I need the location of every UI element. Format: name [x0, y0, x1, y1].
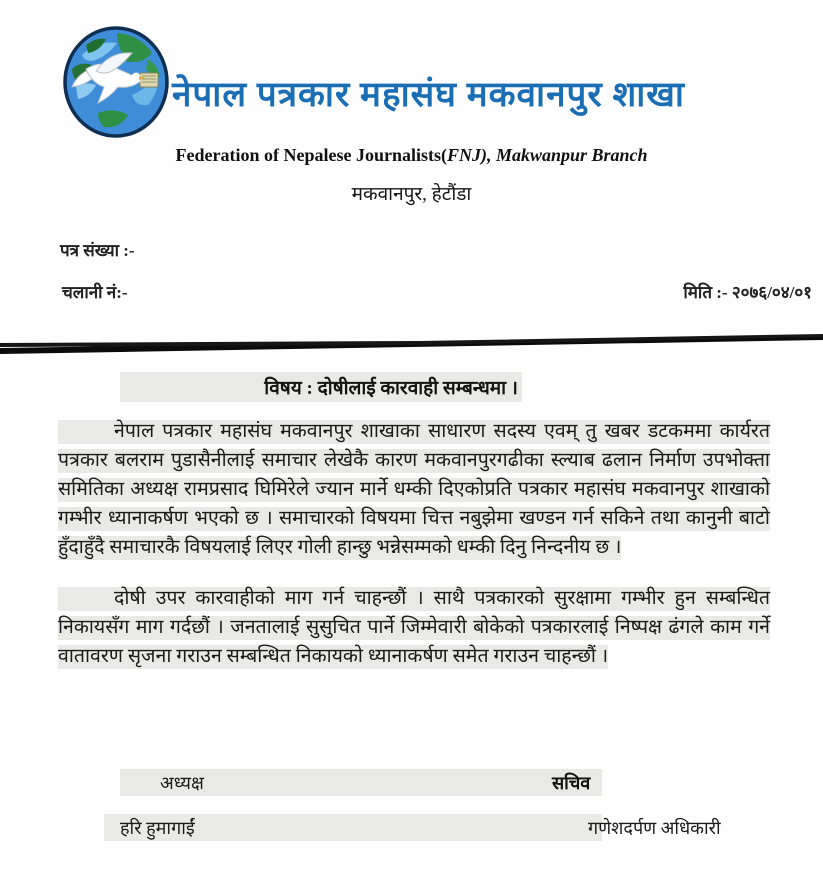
- org-subtitle-english-plain: Federation of Nepalese Journalists(: [175, 145, 447, 165]
- divider-rule: [0, 328, 823, 358]
- body-paragraph-2: [58, 584, 770, 671]
- subject-line: विषय : दोषीलाई कारवाही सम्बन्धमा ।: [120, 372, 522, 402]
- signature-left-name: हरि हुमागाईं: [120, 817, 195, 838]
- body-paragraph-1-text: नेपाल पत्रकार महासंघ मकवानपुर शाखाका साधारण सदस्य एवम् तु खबर डटकममा कार्यरत पत्रकार बलराम पुडासैनीलाई समाचार लेखेकै कारण मकवानपुरगढीका स्ल्याब ढलान निर्माण उपभोक्ता समितिका अध्यक्ष रामप्रसाद घिमिरेले ज्यान मार्ने धम्की दिएकोप्रति पत्रकार महासंघ मकवानपुर शाखाको गम्भीर ध्यानाकर्षण भएको छ । समाचारको विषयमा चित्त नबुझेमा खण्डन गर्न सकिने तथा कानुनी बाटो हुँदाहुँदै समाचारकै विषयलाई लिएर गोली हान्छु भन्नेसम्मको धम्की दिनु निन्दनीय छ ।: [58, 421, 770, 558]
- signature-right-title: सचिव: [552, 773, 591, 793]
- meta-row: [62, 280, 812, 303]
- date-line: [683, 280, 812, 303]
- dispatch-number-label: चलानी नं:-: [62, 283, 128, 302]
- letter-number-label: पत्र संख्या :-: [60, 241, 135, 260]
- globe-dove-logo-icon: [62, 25, 170, 139]
- signature-left-title: अध्यक्ष: [160, 772, 204, 793]
- date-label: मिति :-: [683, 283, 732, 302]
- date-value: २०७६/०४/०१: [731, 283, 812, 302]
- org-location: मकवानपुर, हेटौंडा: [351, 184, 472, 205]
- body-paragraph-2-text: दोषी उपर कारवाहीको माग गर्न चाहन्छौं । साथै पत्रकारको सुरक्षामा गम्भीर हुन सम्बन्धित निकायसँग माग गर्दछौं । जनतालाई सुसुचित पार्ने जिम्मेवारी बोकेको पत्रकारलाई निष्पक्ष ढंगले काम गर्ने वातावरण सृजना गराउन सम्बन्धित निकायको ध्यानाकर्षण समेत गराउन चाहन्छौं ।: [58, 588, 770, 667]
- paragraph-indent: [58, 436, 114, 437]
- body-paragraph-1: [58, 417, 770, 562]
- org-subtitle-english-italic: FNJ), Makwanpur Branch: [446, 145, 648, 165]
- org-subtitle-english: [0, 145, 823, 166]
- signature-name-row: [104, 814, 602, 841]
- signature-right-name: गणेशदर्पण अधिकारी: [588, 818, 721, 838]
- fnj-logo: [62, 25, 170, 139]
- paragraph-indent: [58, 603, 114, 604]
- signature-title-row: [120, 769, 602, 796]
- divider-rule-icon: [0, 328, 823, 358]
- org-title-nepali: नेपाल पत्रकार महासंघ मकवानपुर शाखा: [172, 75, 686, 114]
